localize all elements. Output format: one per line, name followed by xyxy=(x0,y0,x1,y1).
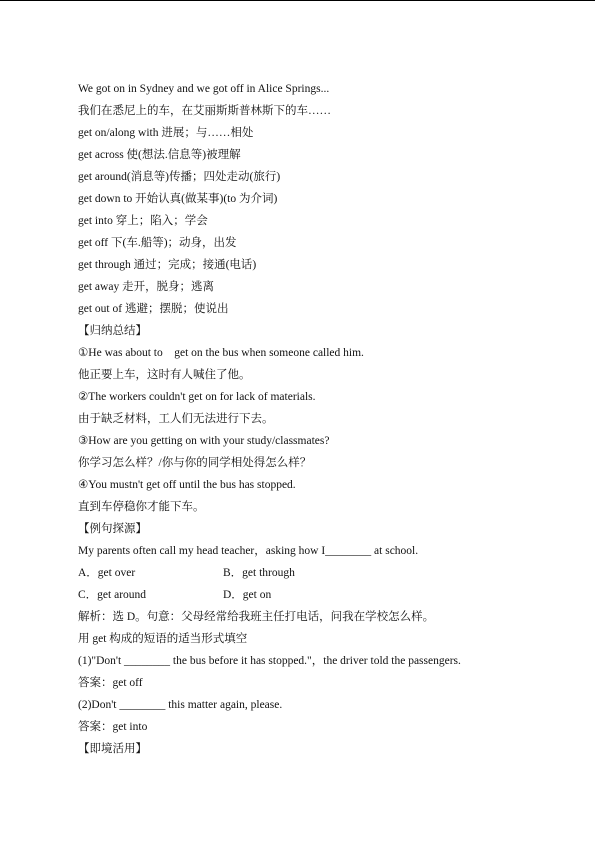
example-translation: 由于缺乏材料，工人们无法进行下去。 xyxy=(78,413,274,425)
section-heading: 【例句探源】 xyxy=(78,523,147,535)
example-sentence: ①He was about to get on the bus when someone called him. xyxy=(78,347,364,359)
options-row xyxy=(78,584,548,606)
options-row xyxy=(78,562,548,584)
exercise-item: (2)Don't ________ this matter again, please. xyxy=(78,699,283,711)
option-b: B．get through xyxy=(223,567,295,579)
answer-analysis: 解析：选 D。句意：父母经常给我班主任打电话，问我在学校怎么样。 xyxy=(78,611,435,623)
exercise-item: (1)"Don't ________ the bus before it has stopped."，the driver told the passengers. xyxy=(78,655,461,667)
text-line: get away 走开，脱身；逃离 xyxy=(78,281,215,293)
option-a: A．get over xyxy=(78,567,136,579)
document-body xyxy=(78,78,548,760)
text-line: get out of 逃避；摆脱；使说出 xyxy=(78,303,229,315)
question-text: My parents often call my head teacher，asking how I________ at school. xyxy=(78,545,419,557)
option-c: C．get around xyxy=(78,589,147,601)
text-line: get through 通过；完成；接通(电话) xyxy=(78,259,257,271)
option-d: D．get on xyxy=(223,589,272,601)
example-translation: 他正要上车，这时有人喊住了他。 xyxy=(78,369,251,381)
example-sentence: ②The workers couldn't get on for lack of materials. xyxy=(78,391,316,403)
text-line: 我们在悉尼上的车，在艾丽斯斯普林斯下的车…… xyxy=(78,105,331,117)
example-sentence: ④You mustn't get off until the bus has stopped. xyxy=(78,479,296,491)
example-sentence: ③How are you getting on with your study/classmates? xyxy=(78,435,330,447)
example-translation: 直到车停稳你才能下车。 xyxy=(78,501,205,513)
answer-text: 答案：get into xyxy=(78,721,148,733)
text-line: get into 穿上；陷入；学会 xyxy=(78,215,208,227)
text-line: get down to 开始认真(做某事)(to 为介词) xyxy=(78,193,278,205)
example-translation: 你学习怎么样？/你与你的同学相处得怎么样？ xyxy=(78,457,312,469)
section-heading: 【归纳总结】 xyxy=(78,325,147,337)
section-heading: 【即境活用】 xyxy=(78,743,147,755)
text-line: We got on in Sydney and we got off in Alice Springs... xyxy=(78,83,330,95)
text-line: get on/along with 进展；与……相处 xyxy=(78,127,254,139)
text-line: get off 下(车.船等)；动身，出发 xyxy=(78,237,237,249)
text-line: get around(消息等)传播；四处走动(旅行) xyxy=(78,171,281,183)
text-line: get across 使(想法.信息等)被理解 xyxy=(78,149,241,161)
top-border-line xyxy=(0,0,595,1)
answer-text: 答案：get off xyxy=(78,677,143,689)
exercise-instruction: 用 get 构成的短语的适当形式填空 xyxy=(78,633,248,645)
